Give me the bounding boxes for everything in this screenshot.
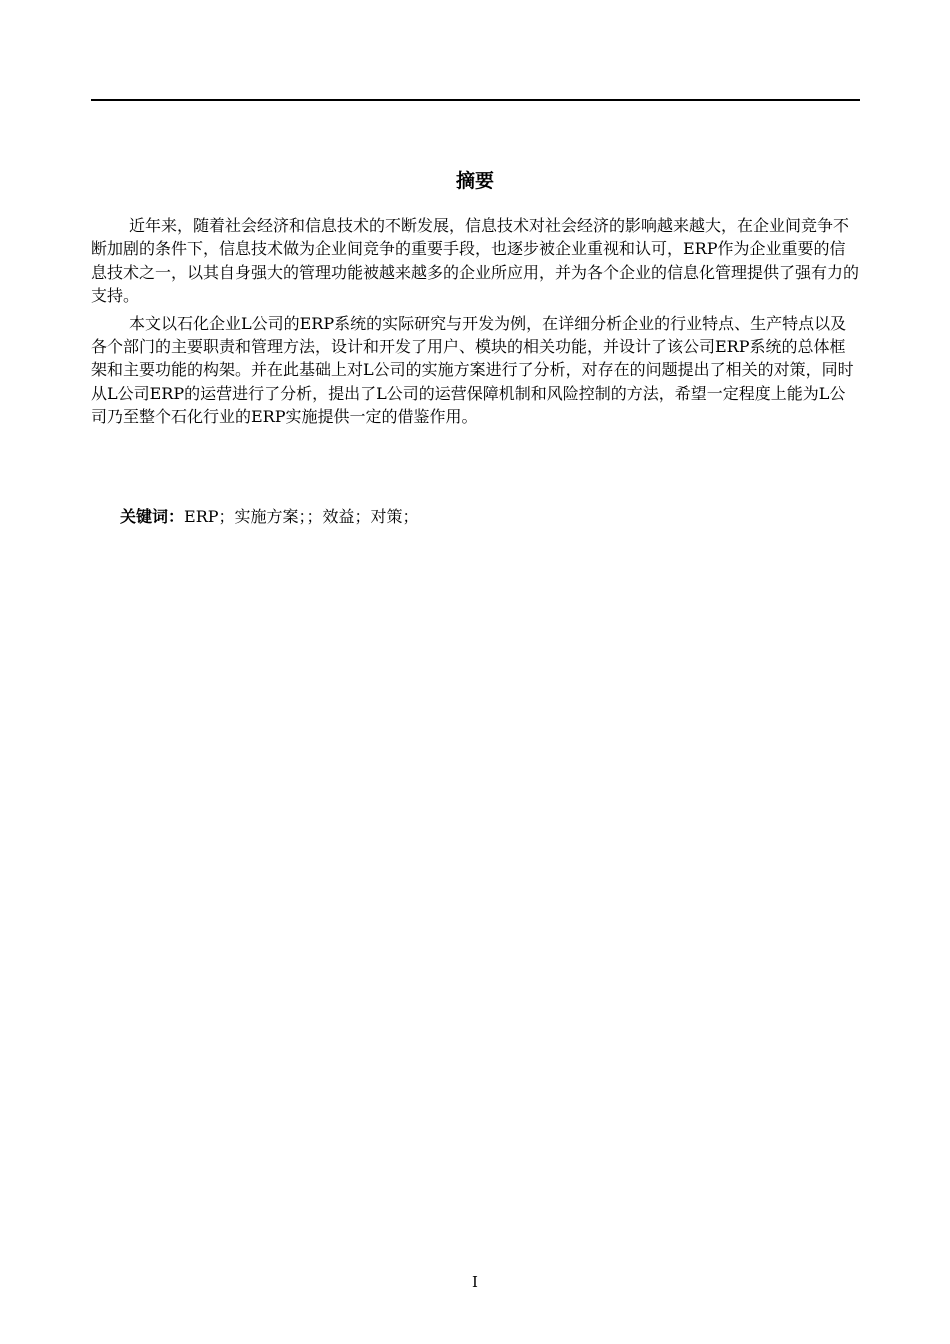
page-number: I: [472, 1273, 478, 1291]
keywords-value: ERP；实施方案；；效益；对策；: [184, 507, 419, 526]
abstract-paragraph-1: 近年来，随着社会经济和信息技术的不断发展，信息技术对社会经济的影响越来越大，在企业间竞争不断加剧的条件下，信息技术做为企业间竞争的重要手段，也逐步被企业重视和认可，ERP作为企业重要的信息技术之一，以其自身强大的管理功能被越来越多的企业所应用，并为各个企业的信息化管理提供了强有力的支持。: [91, 216, 860, 306]
header-rule: [91, 99, 860, 101]
keywords-line: [120, 505, 419, 529]
abstract-title: 摘要: [455, 170, 494, 192]
abstract-body: [91, 214, 859, 433]
keywords-label: 关键词：: [120, 507, 185, 526]
abstract-paragraph-2: 本文以石化企业L公司的ERP系统的实际研究与开发为例，在详细分析企业的行业特点、生产特点以及各个部门的主要职责和管理方法，设计和开发了用户、模块的相关功能，并设计了该公司ERP系统的总体框架和主要功能的构架。并在此基础上对L公司的实施方案进行了分析，对存在的问题提出了相关的对策，同时从L公司ERP的运营进行了分析，提出了L公司的运营保障机制和风险控制的方法，希望一定程度上能为L公司乃至整个石化行业的ERP实施提供一定的借鉴作用。: [91, 313, 854, 427]
